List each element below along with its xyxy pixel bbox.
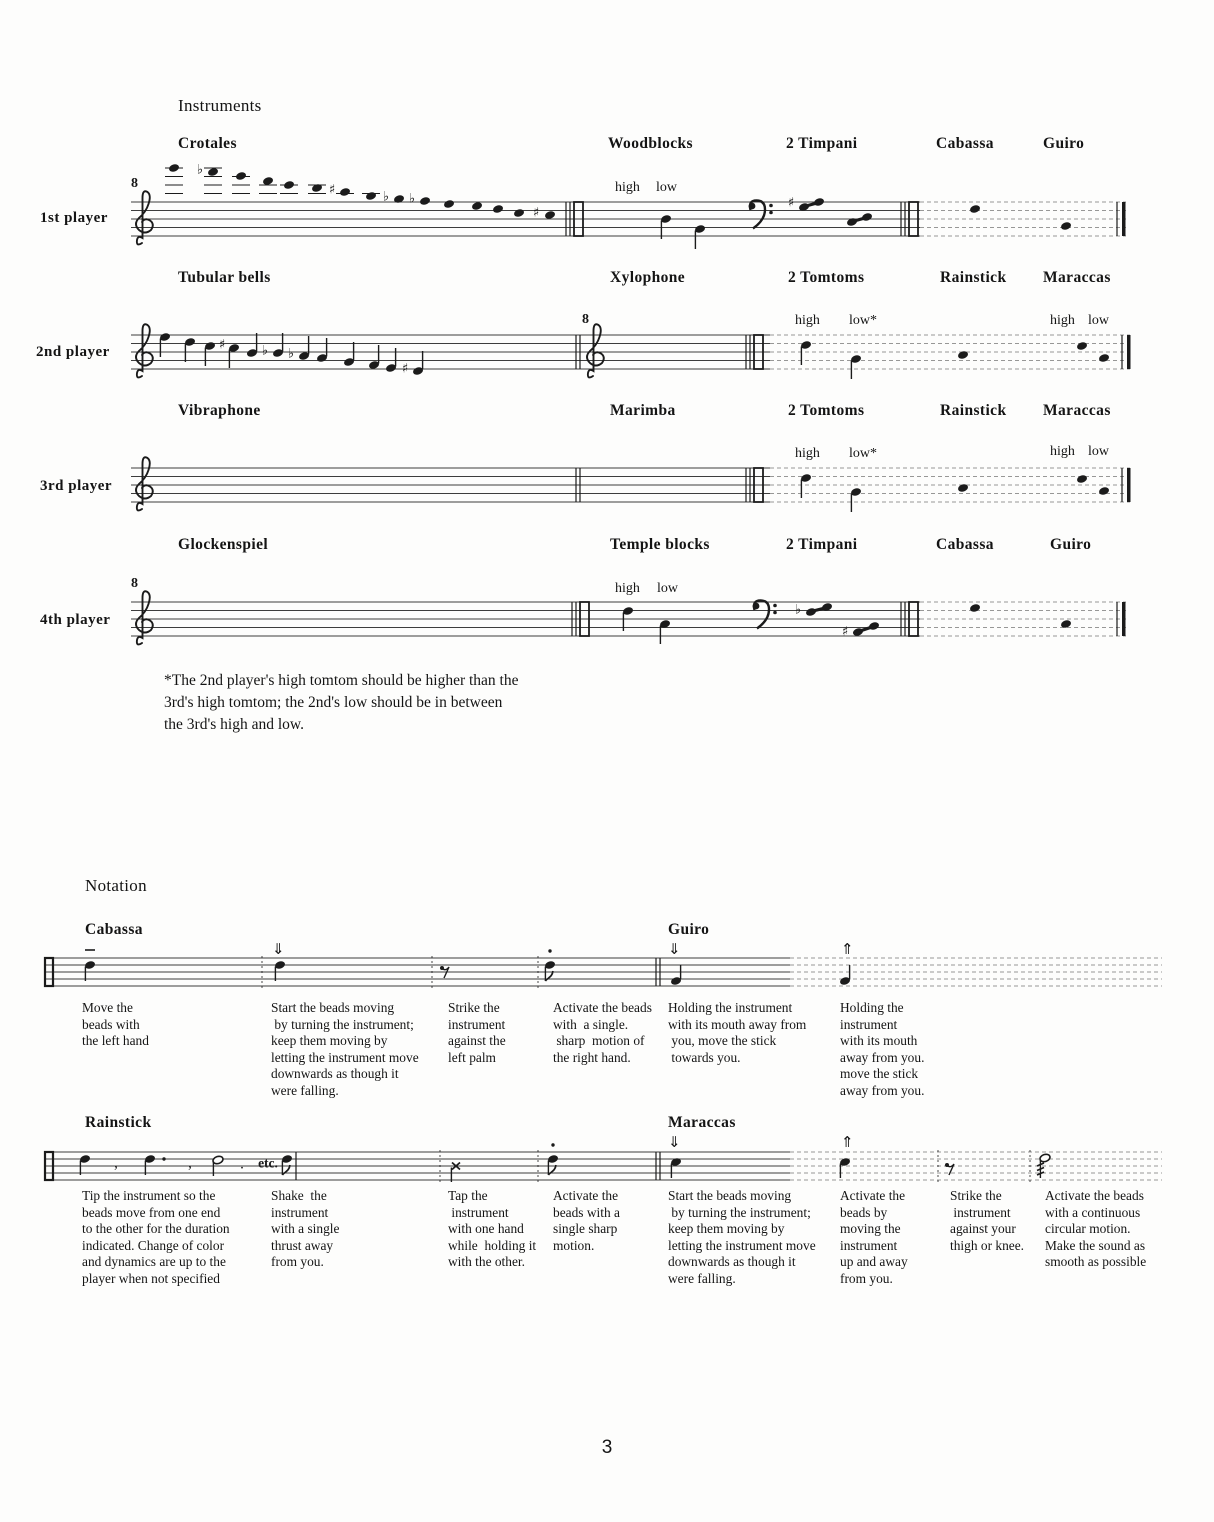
instrument-label: Maraccas bbox=[1043, 269, 1111, 286]
instruction-line: towards you. bbox=[668, 1049, 741, 1065]
notehead bbox=[1098, 486, 1110, 496]
accidental-mark: ♯ bbox=[841, 624, 849, 640]
instrument-label: Rainstick bbox=[940, 402, 1007, 419]
footnote-line: the 3rd's high and low. bbox=[164, 716, 304, 733]
player-label-3: 3rd player bbox=[40, 478, 113, 494]
instruction-line: while holding it bbox=[448, 1237, 537, 1253]
instruction-line: to the other for the duration bbox=[82, 1221, 230, 1236]
instruction-line: up and away bbox=[840, 1254, 908, 1269]
accidental-mark: ♭ bbox=[287, 346, 295, 362]
dot-mark bbox=[548, 949, 551, 952]
instruction-line: the left hand bbox=[82, 1033, 149, 1048]
instruction-line: were falling. bbox=[271, 1082, 339, 1098]
instrument-label: 2 Timpani bbox=[786, 135, 858, 152]
instruction-line: with its mouth away from bbox=[668, 1016, 807, 1032]
instruction-line: letting the instrument move bbox=[271, 1049, 419, 1065]
notehead bbox=[339, 187, 351, 197]
instrument-label: Cabassa bbox=[936, 135, 994, 152]
instruction-line: were falling. bbox=[668, 1270, 736, 1286]
pitch-sub-label: low bbox=[657, 581, 678, 596]
instruction-line: beads by bbox=[840, 1204, 888, 1220]
instrument-label: Maraccas bbox=[668, 1114, 736, 1131]
instruction-line: with a continuous bbox=[1045, 1204, 1141, 1220]
instrument-label: Maraccas bbox=[1043, 402, 1111, 419]
notehead bbox=[471, 201, 483, 211]
accidental-mark: ♯ bbox=[532, 205, 540, 221]
notehead bbox=[235, 171, 247, 181]
tremolo-beam bbox=[854, 218, 865, 221]
down-arrow-icon: ⇓ bbox=[668, 1133, 681, 1151]
player-label-1: 1st player bbox=[40, 210, 108, 226]
instruction-line: with one hand bbox=[448, 1221, 524, 1236]
staff-text-mark: etc. bbox=[258, 1155, 278, 1171]
instrument-label: 2 Tomtoms bbox=[788, 402, 865, 419]
instruction-line: Activate the bbox=[840, 1188, 906, 1203]
instruction-line: Make the sound as bbox=[1045, 1237, 1146, 1253]
instruction-line: against your bbox=[950, 1221, 1016, 1236]
instrument-label: Rainstick bbox=[85, 1114, 152, 1131]
instruction-line: and dynamics are up to the bbox=[82, 1254, 226, 1269]
staff-text-mark: , bbox=[114, 1155, 118, 1172]
instruction-line: from you. bbox=[840, 1270, 893, 1286]
instrument-label: Cabassa bbox=[936, 536, 994, 553]
instruction-line: downwards as though it bbox=[271, 1066, 399, 1081]
instrument-label: Xylophone bbox=[610, 269, 686, 286]
pitch-sub-label: low* bbox=[849, 446, 877, 461]
final-barline-thick bbox=[1122, 602, 1126, 636]
instruction-line: single sharp bbox=[553, 1221, 618, 1236]
instruction-line: instrument bbox=[840, 1016, 898, 1032]
accidental-mark: ♯ bbox=[787, 195, 795, 211]
instruction-line: instrument bbox=[840, 1237, 898, 1253]
instruction-line: with a single. bbox=[553, 1016, 629, 1032]
instruction-line: by turning the instrument; bbox=[668, 1204, 811, 1220]
instruction-line: Start the beads moving bbox=[271, 1000, 395, 1015]
instruction-line: by turning the instrument; bbox=[271, 1016, 414, 1032]
instruction-line: with a single bbox=[271, 1221, 340, 1236]
instruction-line: Holding the bbox=[840, 1000, 904, 1015]
instruction-line: instrument bbox=[271, 1204, 329, 1220]
instrument-label: Guiro bbox=[1043, 135, 1085, 152]
accidental-mark: ♭ bbox=[261, 343, 269, 359]
pitch-sub-label: high bbox=[1050, 313, 1075, 328]
instruction-line: from you. bbox=[271, 1254, 324, 1269]
dot-mark bbox=[551, 1143, 554, 1146]
bass-clef-dot bbox=[769, 211, 773, 215]
pitch-sub-label: low bbox=[1088, 444, 1109, 459]
tremolo-beam bbox=[806, 203, 817, 206]
final-barline-thick bbox=[1127, 468, 1131, 502]
instrument-label: 2 Tomtoms bbox=[788, 269, 865, 286]
pitch-sub-label: low bbox=[656, 180, 677, 195]
page-number: 3 bbox=[601, 1437, 613, 1458]
instruction-line: Shake the bbox=[271, 1188, 327, 1203]
notehead bbox=[544, 210, 556, 220]
octave-8-label: 8 bbox=[131, 576, 138, 591]
pitch-sub-label: low bbox=[1088, 313, 1109, 328]
notation-section-heading: Notation bbox=[85, 876, 147, 895]
instrument-label: Guiro bbox=[668, 921, 710, 938]
instruction-line: downwards as though it bbox=[668, 1254, 796, 1269]
notehead bbox=[1060, 221, 1072, 231]
notehead bbox=[492, 204, 504, 214]
bass-clef-dot bbox=[773, 611, 777, 615]
notehead bbox=[1076, 341, 1088, 351]
instruction-line: beads with a bbox=[553, 1204, 620, 1220]
bass-clef-dot bbox=[773, 604, 777, 608]
down-arrow-icon: ⇓ bbox=[668, 940, 681, 958]
instruction-line: Strike the bbox=[448, 1000, 500, 1015]
instrument-label: Woodblocks bbox=[608, 135, 693, 152]
notehead bbox=[1076, 474, 1088, 484]
pitch-sub-label: low* bbox=[849, 313, 877, 328]
instruction-line: beads with bbox=[82, 1016, 140, 1032]
instruction-line: thigh or knee. bbox=[950, 1237, 1025, 1253]
dot-mark bbox=[162, 1157, 165, 1160]
notehead bbox=[419, 196, 431, 206]
staff-text-mark: . bbox=[240, 1156, 244, 1173]
instruction-line: thrust away bbox=[271, 1237, 334, 1253]
up-arrow-icon: ⇑ bbox=[841, 1133, 854, 1151]
instruction-line: with its mouth bbox=[840, 1033, 918, 1048]
accidental-mark: ♭ bbox=[794, 602, 802, 618]
notehead bbox=[969, 603, 981, 613]
instruction-line: Tap the bbox=[448, 1188, 488, 1203]
instruction-line: Move the bbox=[82, 1000, 133, 1015]
down-arrow-icon: ⇓ bbox=[272, 940, 285, 958]
pitch-sub-label: high bbox=[1050, 444, 1075, 459]
instrument-label: Rainstick bbox=[940, 269, 1007, 286]
instruction-line: Tip the instrument so the bbox=[82, 1188, 216, 1203]
notehead bbox=[207, 167, 219, 177]
accidental-mark: ♭ bbox=[408, 191, 416, 207]
instruction-line: away from you. bbox=[840, 1082, 925, 1098]
instruction-line: with the other. bbox=[448, 1254, 525, 1269]
up-arrow-icon: ⇑ bbox=[841, 940, 854, 958]
instruction-line: keep them moving by bbox=[271, 1033, 388, 1048]
instrument-label: Guiro bbox=[1050, 536, 1092, 553]
instruction-line: against the bbox=[448, 1033, 506, 1048]
footnote-line: *The 2nd player's high tomtom should be higher than the bbox=[164, 672, 519, 689]
instruction-line: the right hand. bbox=[553, 1049, 631, 1065]
notehead bbox=[969, 204, 981, 214]
instruments-section-heading: Instruments bbox=[178, 96, 262, 115]
pitch-sub-label: high bbox=[615, 180, 640, 195]
player-label-2: 2nd player bbox=[36, 344, 110, 360]
instrument-label: Tubular bells bbox=[178, 269, 271, 286]
instruction-line: Holding the instrument bbox=[668, 1000, 793, 1015]
instrument-label: 2 Timpani bbox=[786, 536, 858, 553]
instruction-line: circular motion. bbox=[1045, 1221, 1131, 1236]
pitch-sub-label: high bbox=[615, 581, 640, 596]
accidental-mark: ♭ bbox=[382, 189, 390, 205]
instruction-line: Activate the bbox=[553, 1188, 619, 1203]
accidental-mark: ♯ bbox=[401, 361, 409, 377]
accidental-mark: ♯ bbox=[218, 337, 226, 353]
instruction-line: Activate the beads bbox=[553, 1000, 652, 1015]
final-barline-thick bbox=[1122, 202, 1126, 236]
instruction-line: letting the instrument move bbox=[668, 1237, 816, 1253]
instruction-line: instrument bbox=[950, 1204, 1011, 1220]
instruction-line: smooth as possible bbox=[1045, 1254, 1147, 1269]
instruction-line: beads move from one end bbox=[82, 1204, 221, 1220]
instruction-line: instrument bbox=[448, 1016, 506, 1032]
instruction-line: sharp motion of bbox=[553, 1033, 645, 1048]
octave-8-label: 8 bbox=[582, 312, 589, 327]
bass-clef-dot bbox=[769, 204, 773, 208]
notehead bbox=[1098, 353, 1110, 363]
staff-text-mark: , bbox=[188, 1155, 192, 1172]
instruction-line: indicated. Change of color bbox=[82, 1237, 225, 1253]
instruction-line: keep them moving by bbox=[668, 1221, 785, 1236]
footnote-line: 3rd's high tomtom; the 2nd's low should be in between bbox=[164, 694, 503, 711]
instruction-line: you, move the stick bbox=[668, 1033, 777, 1048]
pitch-sub-label: high bbox=[795, 313, 820, 328]
instruction-line: player when not specified bbox=[82, 1270, 220, 1286]
notehead bbox=[852, 627, 864, 637]
notehead bbox=[443, 199, 455, 209]
instruction-line: instrument bbox=[448, 1204, 509, 1220]
instruction-line: away from you. bbox=[840, 1049, 925, 1065]
instruction-line: Activate the beads bbox=[1045, 1188, 1144, 1203]
instruction-line: motion. bbox=[553, 1237, 595, 1253]
notehead bbox=[868, 621, 880, 631]
accidental-mark: ♯ bbox=[328, 182, 336, 198]
instrument-label: Crotales bbox=[178, 135, 237, 152]
instruction-line: left palm bbox=[448, 1049, 496, 1065]
instruction-line: Strike the bbox=[950, 1188, 1002, 1203]
player-label-4: 4th player bbox=[40, 612, 111, 628]
instrument-label: Vibraphone bbox=[178, 402, 261, 419]
instrument-label: Marimba bbox=[610, 402, 676, 419]
instrument-label: Temple blocks bbox=[610, 536, 710, 553]
notehead bbox=[365, 191, 377, 201]
instruction-line: Start the beads moving bbox=[668, 1188, 792, 1203]
notehead bbox=[262, 176, 274, 186]
notehead bbox=[283, 180, 295, 190]
instruction-line: move the stick bbox=[840, 1066, 919, 1081]
notehead bbox=[513, 208, 525, 218]
accidental-mark: ♭ bbox=[196, 162, 204, 178]
octave-8-label: 8 bbox=[131, 176, 138, 191]
instrument-label: Glockenspiel bbox=[178, 536, 269, 553]
notehead bbox=[168, 163, 180, 173]
final-barline-thick bbox=[1127, 335, 1131, 369]
instruction-line: moving the bbox=[840, 1221, 901, 1236]
instrument-label: Cabassa bbox=[85, 921, 143, 938]
pitch-sub-label: high bbox=[795, 446, 820, 461]
